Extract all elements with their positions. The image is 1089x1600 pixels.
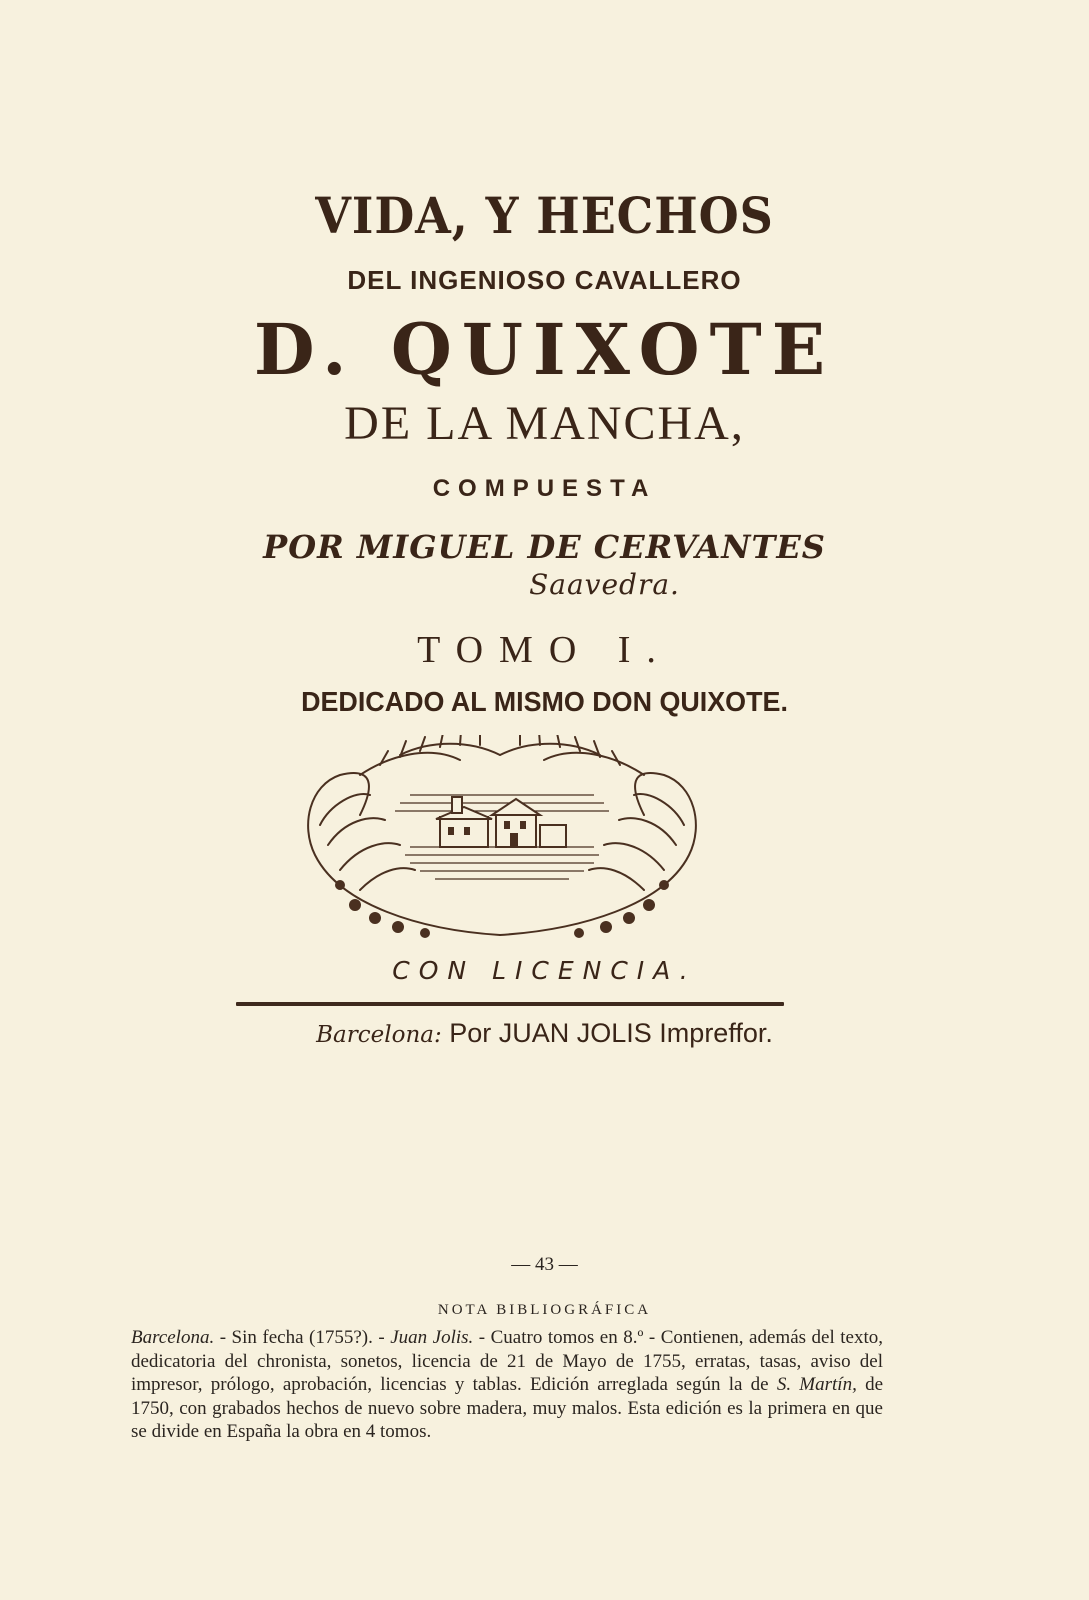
volume-line: TOMO I. xyxy=(417,629,672,671)
imprint-city: Barcelona: xyxy=(316,1022,442,1048)
bibliographic-note xyxy=(131,1326,883,1444)
author-line: POR MIGUEL DE CERVANTES xyxy=(263,528,826,566)
imprint-line xyxy=(0,1018,1089,1049)
dedication-line: DEDICADO AL MISMO DON QUIXOTE. xyxy=(301,686,788,717)
imprint-rule xyxy=(236,1002,784,1006)
title-line-5: COMPUESTA xyxy=(432,475,657,502)
note-date: - Sin fecha (1755?). - xyxy=(214,1327,391,1348)
note-text-1: - Cuatro tomos en 8.º - Contienen, además del texto, dedicatoria del chronista, sonetos, licencia de 21 de Mayo de 1755, erratas, tasas, aviso del impresor, prólogo, aprobación, licencias y tablas. Edición arreglada según la de xyxy=(131,1327,883,1395)
note-source: S. Martín, xyxy=(776,1374,857,1395)
page-number: — 43 — xyxy=(511,1254,578,1275)
note-heading: NOTA BIBLIOGRÁFICA xyxy=(437,1302,652,1318)
license-line: CON LICENCIA. xyxy=(392,956,697,985)
imprint-printer: Por JUAN JOLIS Impreffor. xyxy=(449,1018,773,1048)
note-text-2: de 1750, con grabados hechos de nuevo sobre madera, muy malos. Esta edición es la primera en que se divide en España la obra en 4 tomos. xyxy=(131,1374,884,1442)
note-printer: Juan Jolis. xyxy=(390,1327,474,1348)
title-line-4: DE LA MANCHA, xyxy=(344,397,745,450)
note-place: Barcelona. xyxy=(131,1327,215,1348)
author-surname: Saavedra. xyxy=(529,568,680,601)
title-line-2: DEL INGENIOSO CAVALLERO xyxy=(347,265,742,295)
title-line-1: VIDA, Y HECHOS xyxy=(315,186,774,245)
woodcut-vignette xyxy=(300,735,704,945)
title-main: D. QUIXOTE xyxy=(253,308,836,391)
